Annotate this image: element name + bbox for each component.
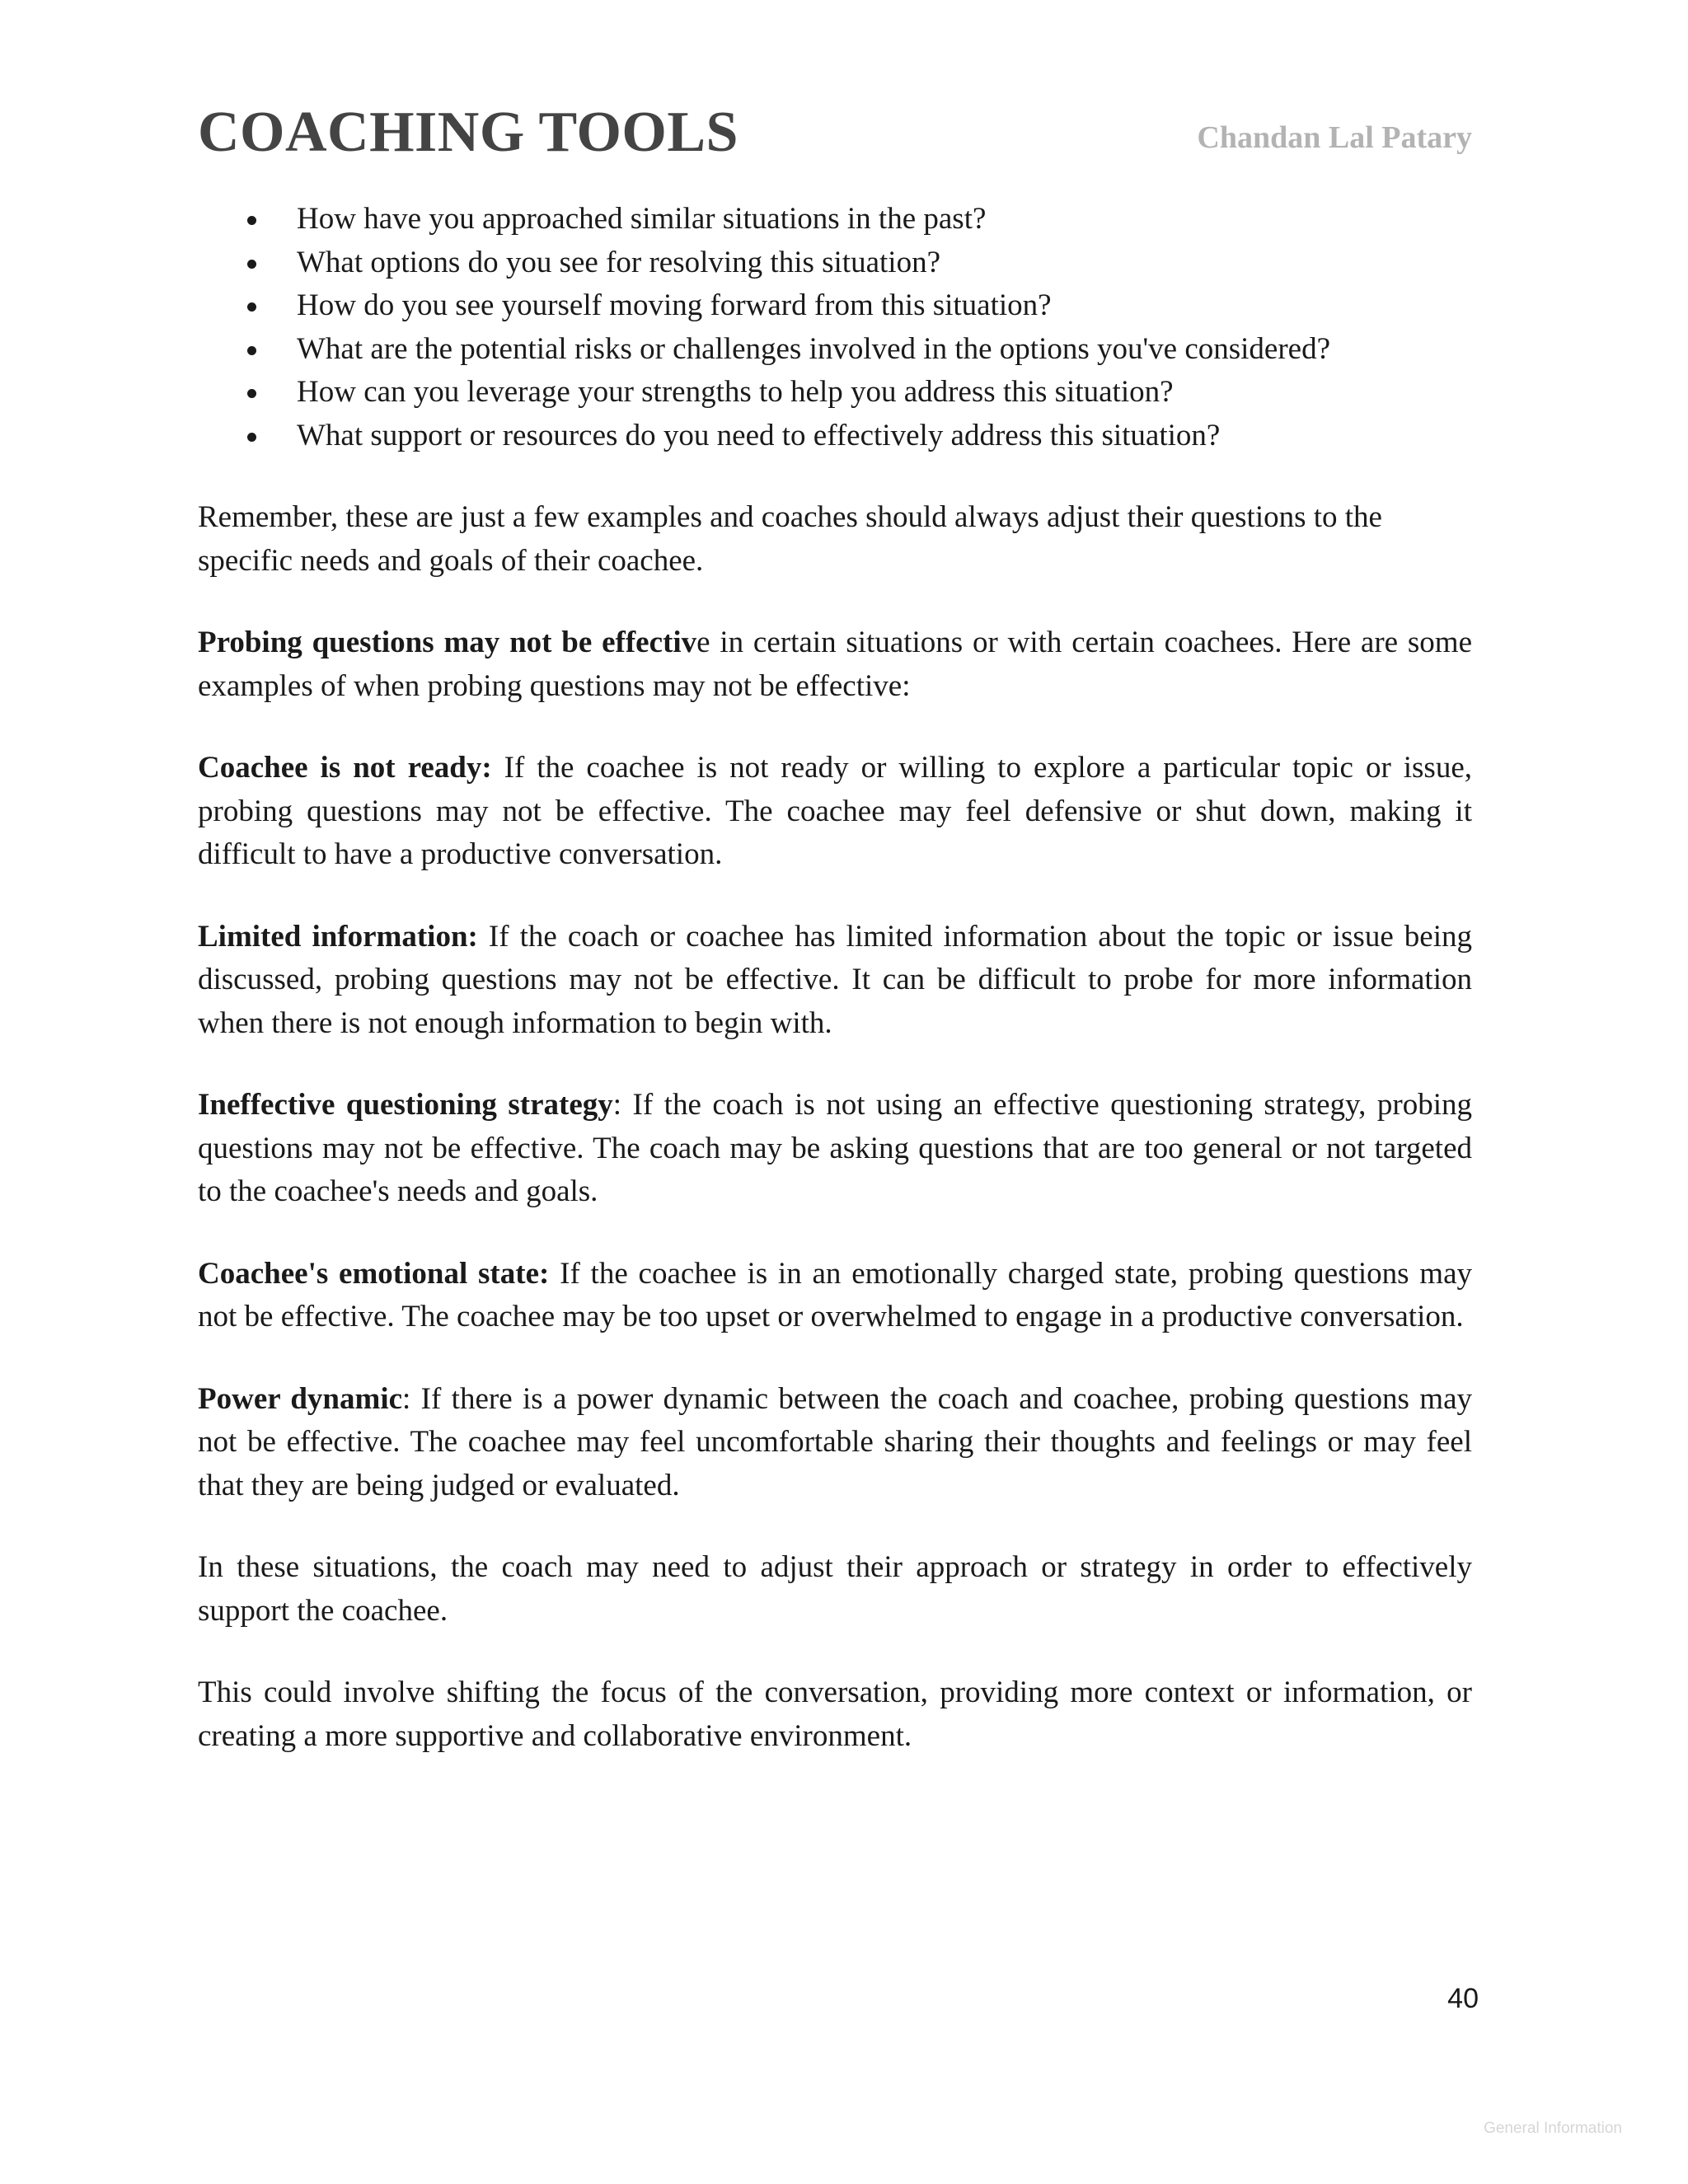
limited-information-text: If the coach or coachee has limited information about the topic or issue being discussed, probing questions may not be effective. It can be difficult to probe for more information when there is not enough information to begin with. xyxy=(198,919,1473,1040)
limited-information-paragraph xyxy=(198,916,1472,1046)
page-header xyxy=(198,96,1472,170)
emotional-state-heading: Coachee's emotional state: xyxy=(198,1256,550,1291)
not-ready-text: If the coachee is not ready or willing to explore a particular topic or issue, probing questions may not be effective. The coachee may feel defensive or shut down, making it difficult to have a productive conversation. xyxy=(198,751,1472,871)
bullet-icon xyxy=(247,346,256,355)
list-item-text: How have you approached similar situations in the past? xyxy=(297,202,987,236)
probing-intro-paragraph xyxy=(198,621,1472,708)
power-dynamic-paragraph xyxy=(198,1378,1472,1508)
list-item-text: What support or resources do you need to effectively address this situation? xyxy=(297,418,1221,452)
not-ready-paragraph xyxy=(198,747,1472,877)
list-item-text: How do you see yourself moving forward from this situation? xyxy=(297,288,1052,322)
emotional-state-paragraph xyxy=(198,1253,1472,1339)
questioning-strategy-heading: Ineffective questioning strategy xyxy=(198,1088,613,1122)
list-item xyxy=(198,415,1472,458)
list-item-text: What options do you see for resolving this situation? xyxy=(297,245,940,279)
bullet-icon xyxy=(247,389,256,398)
list-item xyxy=(198,328,1472,372)
question-list xyxy=(198,198,1472,457)
questioning-strategy-text: : If the coach is not using an effective questioning strategy, probing questions may not be effective. The coach may be asking questions that are too general or not targeted to the coachee's needs and goals. xyxy=(198,1088,1472,1208)
page-number: 40 xyxy=(1447,1983,1479,2014)
shifting-focus-paragraph: This could involve shifting the focus of the conversation, providing more context or information, or creating a more supportive and collaborative environment. xyxy=(198,1675,1472,1753)
classification-label: General Information xyxy=(1484,2120,1622,2137)
bullet-icon xyxy=(247,302,256,312)
bullet-icon xyxy=(247,260,256,269)
list-item xyxy=(198,284,1472,328)
document-title: COACHING TOOLS xyxy=(198,101,738,164)
list-item-text: How can you leverage your strengths to help you address this situation? xyxy=(297,375,1174,409)
not-ready-heading: Coachee is not ready: xyxy=(198,751,492,785)
page-content xyxy=(198,198,1472,1758)
power-dynamic-text: : If there is a power dynamic between the coach and coachee, probing questions may not be effective. The coachee may feel uncomfortable sharing their thoughts and feelings or may feel that they are being judged or evaluated. xyxy=(198,1381,1472,1502)
power-dynamic-heading: Power dynamic xyxy=(198,1381,403,1416)
limited-information-heading: Limited information: xyxy=(198,919,478,954)
list-item xyxy=(198,241,1472,285)
questioning-strategy-paragraph xyxy=(198,1084,1472,1214)
list-item xyxy=(198,198,1472,241)
list-item xyxy=(198,371,1472,415)
probing-intro-bold: Probing questions may not be effectiv xyxy=(198,626,697,659)
list-item-text: What are the potential risks or challenges involved in the options you've considered? xyxy=(297,331,1331,366)
bullet-icon xyxy=(247,433,256,442)
remember-paragraph: Remember, these are just a few examples and coaches should always adjust their questions to the specific needs and goals of their coachee. xyxy=(198,500,1382,578)
situations-paragraph: In these situations, the coach may need to adjust their approach or strategy in order to effectively support the coachee. xyxy=(198,1550,1472,1628)
emotional-state-text: If the coachee is in an emotionally charged state, probing questions may not be effective. The coachee may be too upset or overwhelmed to engage in a productive conversation. xyxy=(198,1256,1473,1333)
author-name: Chandan Lal Patary xyxy=(1197,120,1472,155)
probing-intro-text: e in certain situations or with certain coachees. Here are some examples of when probing questions may not be effective: xyxy=(198,626,1473,703)
bullet-icon xyxy=(247,216,256,225)
